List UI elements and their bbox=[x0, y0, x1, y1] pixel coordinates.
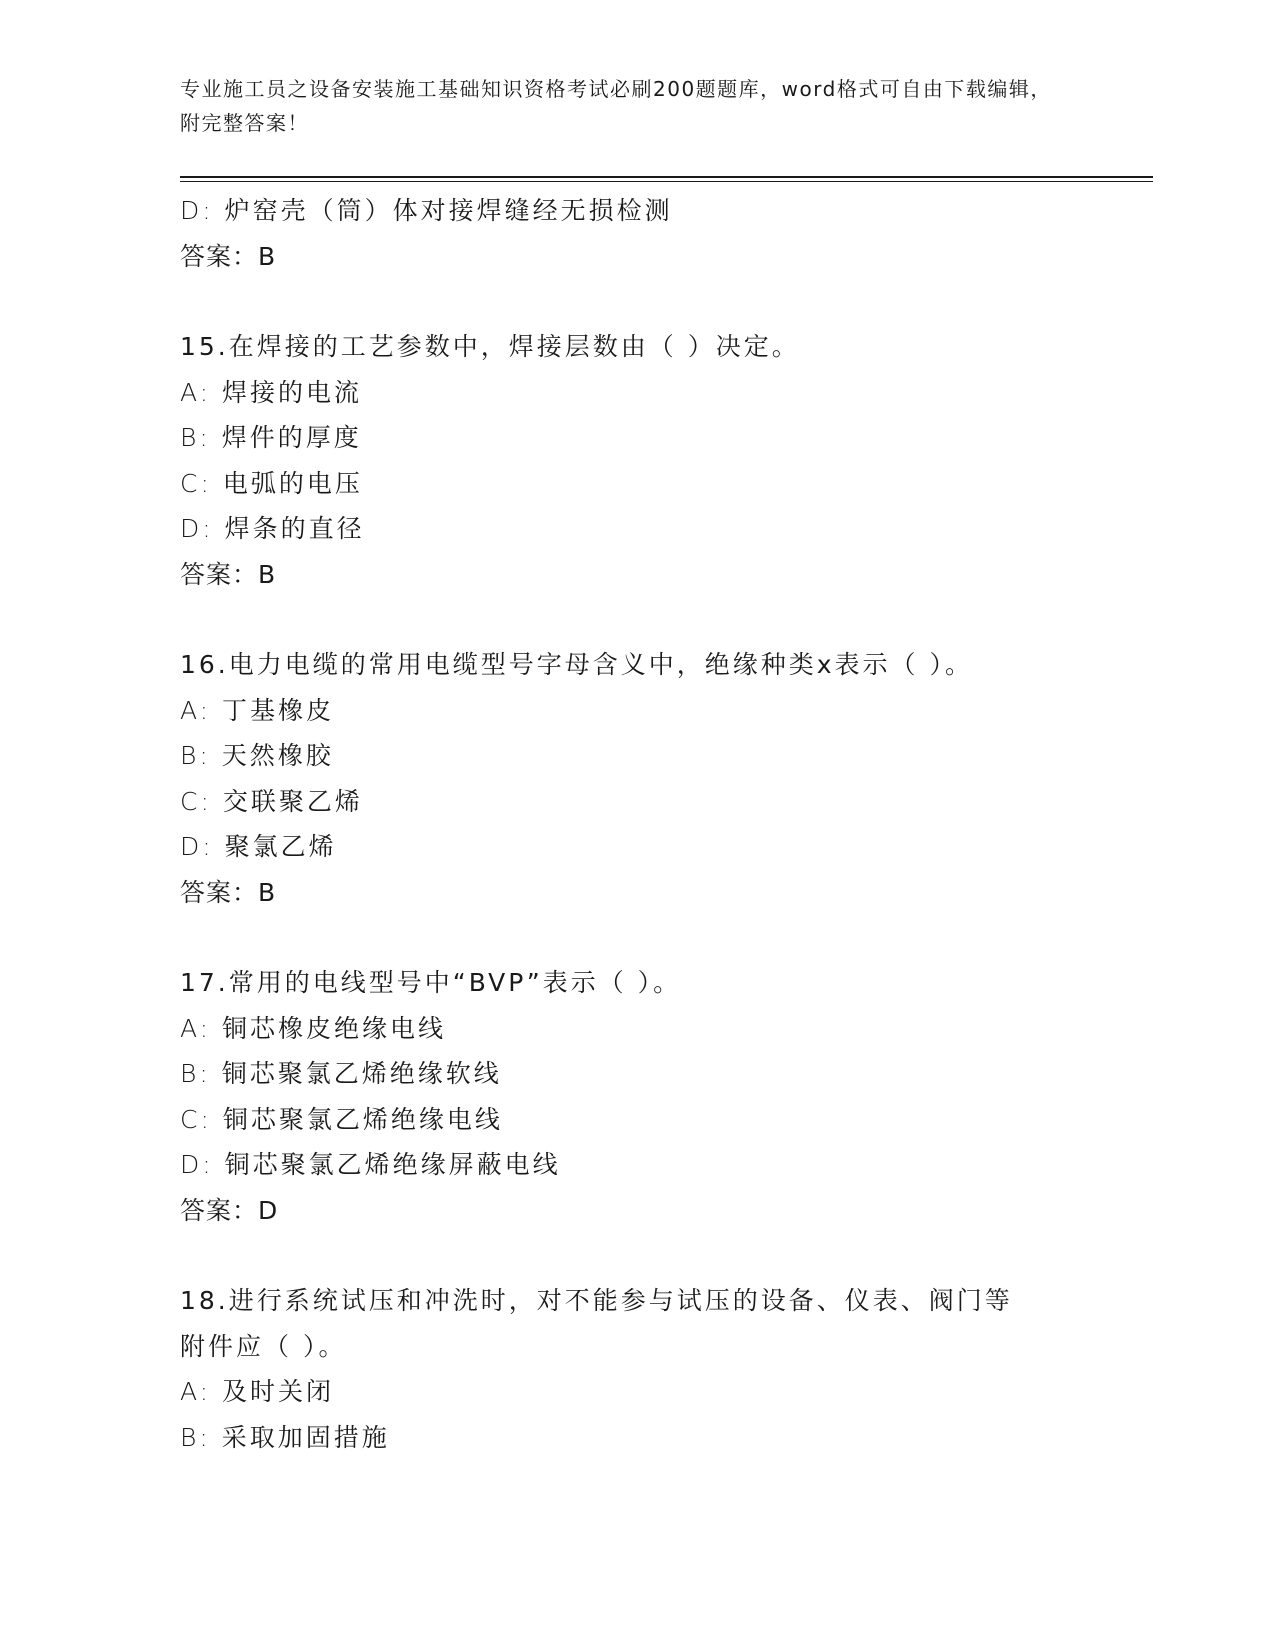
answer: 答案：B bbox=[180, 559, 277, 589]
header-divider-thick bbox=[180, 176, 1153, 178]
option-d: D: 聚氯乙烯 bbox=[180, 832, 337, 861]
question-text: 16.电力电缆的常用电缆型号字母含义中，绝缘种类x表示（ ）。 bbox=[180, 650, 974, 679]
spacer bbox=[180, 597, 1080, 642]
option-c: C: 铜芯聚氯乙烯绝缘电线 bbox=[180, 1104, 503, 1134]
option-a: A: 焊接的电流 bbox=[180, 377, 363, 407]
question-block-16 bbox=[180, 642, 1080, 915]
option-a: A: 丁基橡皮 bbox=[180, 695, 335, 725]
spacer bbox=[180, 279, 1080, 324]
continued-option-d: D: 炉窑壳（筒）体对接焊缝经无损检测 bbox=[180, 196, 673, 225]
option-b: B: 焊件的厚度 bbox=[180, 423, 362, 452]
question-text: 15.在焊接的工艺参数中，焊接层数由（ ）决定。 bbox=[180, 332, 800, 361]
answer: 答案：B bbox=[180, 877, 277, 907]
option-c: C: 交联聚乙烯 bbox=[180, 786, 363, 816]
option-b: B: 采取加固措施 bbox=[180, 1422, 390, 1452]
option-a: A: 铜芯橡皮绝缘电线 bbox=[180, 1013, 447, 1043]
question-block-15 bbox=[180, 324, 1080, 597]
question-list bbox=[180, 188, 1080, 1460]
option-b: B: 天然橡胶 bbox=[180, 741, 334, 770]
option-d: D: 焊条的直径 bbox=[180, 514, 365, 543]
header-divider-thin bbox=[180, 181, 1153, 182]
option-a: A: 及时关闭 bbox=[180, 1377, 335, 1406]
question-text: 18.进行系统试压和冲洗时，对不能参与试压的设备、仪表、阀门等附件应（ ）。 bbox=[180, 1286, 1013, 1361]
spacer bbox=[180, 915, 1080, 960]
question-block-17 bbox=[180, 960, 1080, 1233]
question-text: 17.常用的电线型号中“BVP”表示（ ）。 bbox=[180, 968, 682, 997]
option-c: C: 电弧的电压 bbox=[180, 468, 363, 498]
option-d: D: 铜芯聚氯乙烯绝缘屏蔽电线 bbox=[180, 1150, 561, 1179]
answer: 答案：D bbox=[180, 1195, 279, 1225]
option-b: B: 铜芯聚氯乙烯绝缘软线 bbox=[180, 1059, 502, 1088]
continued-answer: 答案：B bbox=[180, 241, 277, 271]
question-block-18 bbox=[180, 1278, 1080, 1460]
spacer bbox=[180, 1233, 1080, 1278]
page-header: 专业施工员之设备安装施工基础知识资格考试必刷200题题库，word格式可自由下载编辑，附完整答案！ bbox=[180, 77, 1052, 135]
